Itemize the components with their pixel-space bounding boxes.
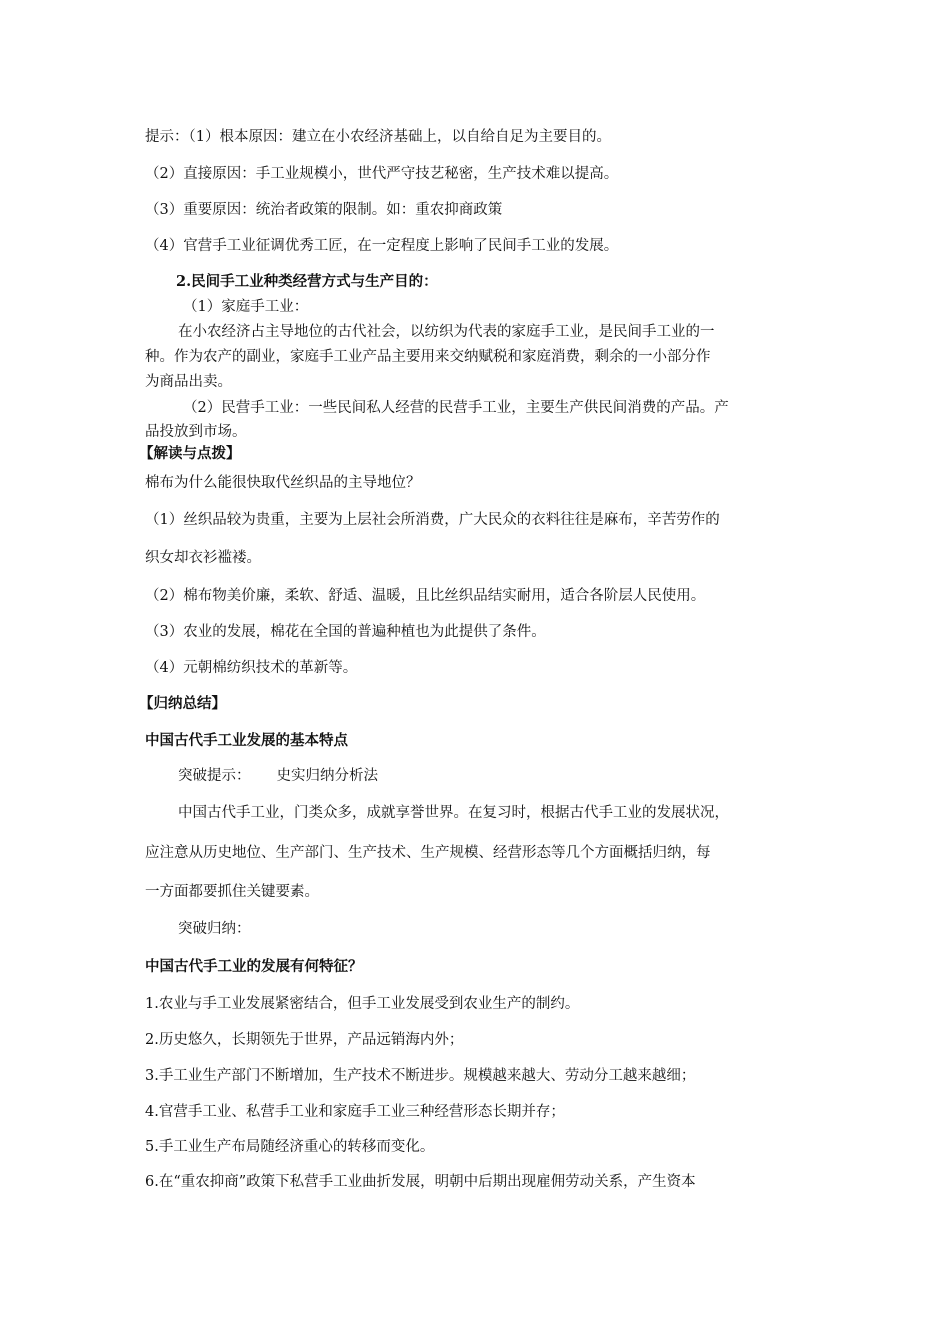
feature-item-3: 3.手工业生产部门不断增加，生产技术不断进步。规模越来越大、劳动分工越来越细； — [145, 1068, 696, 1084]
interpret-answer-1-line-1: （1）丝织品较为贵重，主要为上层社会所消费，广大民众的衣料往往是麻布，辛苦劳作的 — [145, 512, 720, 528]
interpret-answer-2: （2）棉布物美价廉，柔软、舒适、温暖，且比丝织品结实耐用，适合各阶层人民使用。 — [145, 588, 706, 604]
feature-item-6: 6.在“重农抑商”政策下私营手工业曲折发展，明朝中后期出现雇佣劳动关系，产生资本 — [145, 1174, 696, 1190]
interpret-question: 棉布为什么能很快取代丝织品的主导地位？ — [145, 475, 421, 491]
summary-question: 中国古代手工业的发展有何特征？ — [145, 958, 363, 975]
summary-title: 中国古代手工业发展的基本特点 — [145, 732, 348, 749]
section-2-para-2-line-1: （2）民营手工业：一些民间私人经营的民营手工业，主要生产供民间消费的产品。产 — [183, 400, 729, 416]
feature-item-5: 5.手工业生产布局随经济重心的转移而变化。 — [145, 1139, 435, 1155]
summary-tip-text: 史实归纳分析法 — [276, 768, 378, 784]
section-2-sub-1: （1）家庭手工业： — [183, 299, 309, 315]
summary-para-line-3: 一方面都要抓住关键要素。 — [145, 884, 319, 900]
section-2-heading: 2.民间手工业种类经营方式与生产目的： — [176, 273, 438, 290]
section-2-para-2-line-2: 品投放到市场。 — [145, 424, 247, 440]
hint-line-3: （3）重要原因：统治者政策的限制。如：重农抑商政策 — [145, 202, 503, 218]
section-2-para-1-line-1: 在小农经济占主导地位的古代社会，以纺织为代表的家庭手工业，是民间手工业的一 — [178, 324, 715, 340]
summary-induce-label: 突破归纳： — [178, 921, 251, 937]
hint-line-1: 提示：（1）根本原因：建立在小农经济基础上，以自给自足为主要目的。 — [145, 129, 611, 145]
summary-tip — [178, 766, 378, 786]
interpret-answer-1-line-2: 织女却衣衫褴褛。 — [145, 550, 261, 566]
interpret-answer-3: （3）农业的发展，棉花在全国的普遍种植也为此提供了条件。 — [145, 624, 546, 640]
interpret-answer-4: （4）元朝棉纺织技术的革新等。 — [145, 660, 358, 676]
feature-item-1: 1.农业与手工业发展紧密结合，但手工业发展受到农业生产的制约。 — [145, 996, 580, 1012]
summary-para-line-2: 应注意从历史地位、生产部门、生产技术、生产规模、经营形态等几个方面概括归纳，每 — [145, 845, 711, 861]
summary-heading: 【归纳总结】 — [139, 695, 226, 712]
hint-line-4: （4）官营手工业征调优秀工匠，在一定程度上影响了民间手工业的发展。 — [145, 238, 619, 254]
hint-line-2: （2）直接原因：手工业规模小，世代严守技艺秘密，生产技术难以提高。 — [145, 166, 619, 182]
section-2-para-1-line-3: 为商品出卖。 — [145, 374, 232, 390]
feature-item-4: 4.官营手工业、私营手工业和家庭手工业三种经营形态长期并存； — [145, 1104, 565, 1120]
feature-item-2: 2.历史悠久，长期领先于世界，产品远销海内外； — [145, 1032, 464, 1048]
summary-tip-label: 突破提示： — [178, 768, 251, 784]
summary-para-line-1: 中国古代手工业，门类众多，成就享誉世界。在复习时，根据古代手工业的发展状况， — [178, 805, 729, 821]
interpret-heading: 【解读与点拨】 — [139, 445, 241, 462]
section-2-para-1-line-2: 种。作为农产的副业，家庭手工业产品主要用来交纳赋税和家庭消费，剩余的一小部分作 — [145, 349, 711, 365]
